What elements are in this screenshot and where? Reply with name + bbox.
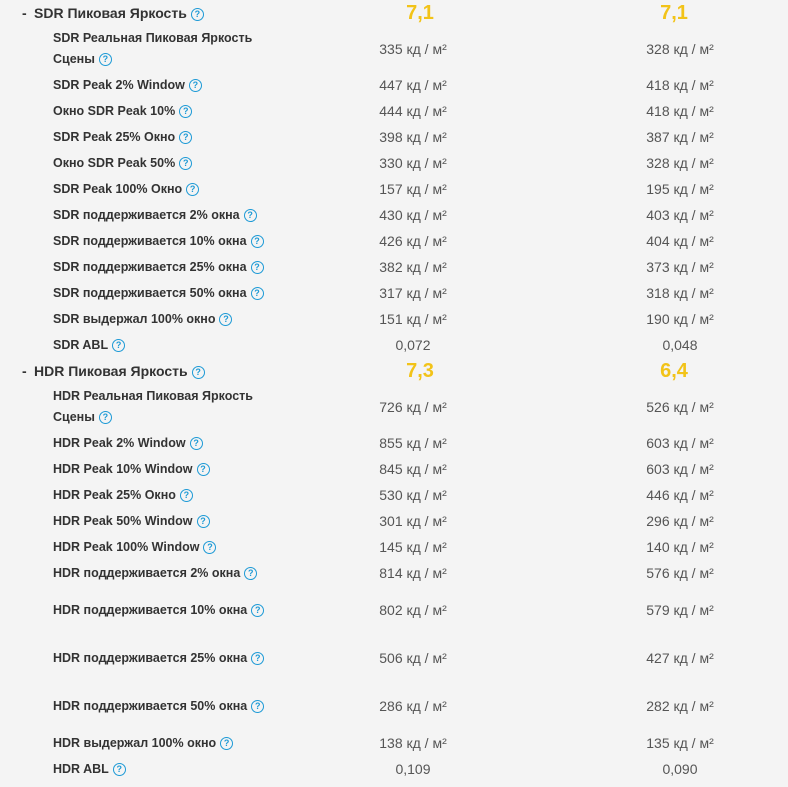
help-icon[interactable]: ? <box>186 183 199 196</box>
row-label: SDR Реальная Пиковая Яркость Сцены ? <box>53 31 253 66</box>
help-icon[interactable]: ? <box>179 105 192 118</box>
value-product-2: 0,048 <box>662 337 698 353</box>
row-label: HDR Реальная Пиковая Яркость Сцены ? <box>53 389 253 424</box>
row-label: SDR поддерживается 50% окна ? <box>53 283 283 304</box>
row-label: SDR Peak 2% Window ? <box>53 75 283 96</box>
table-row <box>0 124 788 150</box>
table-row <box>0 150 788 176</box>
value-product-2: 373 кд / м² <box>646 259 714 275</box>
table-row <box>0 456 788 482</box>
row-label: Окно SDR Peak 50% ? <box>53 153 283 174</box>
help-icon[interactable]: ? <box>251 604 264 617</box>
row-label: HDR Peak 25% Окно ? <box>53 485 283 506</box>
help-icon[interactable]: ? <box>191 8 204 21</box>
help-icon[interactable]: ? <box>197 463 210 476</box>
value-product-2: 403 кд / м² <box>646 207 714 223</box>
value-product-1: 814 кд / м² <box>379 565 447 581</box>
help-icon[interactable]: ? <box>99 411 112 424</box>
table-row <box>0 254 788 280</box>
table-row <box>0 586 788 634</box>
value-product-1: 0,072 <box>395 337 431 353</box>
table-row <box>0 430 788 456</box>
value-product-2: 603 кд / м² <box>646 461 714 477</box>
value-product-2: 282 кд / м² <box>646 698 714 714</box>
table-row <box>0 98 788 124</box>
table-row <box>0 72 788 98</box>
value-product-2: 296 кд / м² <box>646 513 714 529</box>
help-icon[interactable]: ? <box>251 652 264 665</box>
score-product-2: 6,4 <box>660 359 688 382</box>
row-label: SDR Peak 25% Окно ? <box>53 127 283 148</box>
value-product-1: 286 кд / м² <box>379 698 447 714</box>
value-product-1: 138 кд / м² <box>379 735 447 751</box>
section-title: - HDR Пиковая Яркость ? <box>22 361 282 382</box>
table-row <box>0 26 788 72</box>
row-label: HDR Peak 10% Window ? <box>53 459 283 480</box>
value-product-1: 335 кд / м² <box>379 41 447 57</box>
collapse-icon[interactable]: - <box>22 362 27 379</box>
table-row <box>0 560 788 586</box>
table-row <box>0 534 788 560</box>
value-product-1: 330 кд / м² <box>379 155 447 171</box>
help-icon[interactable]: ? <box>251 700 264 713</box>
help-icon[interactable]: ? <box>203 541 216 554</box>
row-label: HDR поддерживается 50% окна ? <box>53 696 283 717</box>
value-product-1: 726 кд / м² <box>379 399 447 415</box>
value-product-1: 430 кд / м² <box>379 207 447 223</box>
help-icon[interactable]: ? <box>192 366 205 379</box>
value-product-2: 418 кд / м² <box>646 103 714 119</box>
value-product-2: 418 кд / м² <box>646 77 714 93</box>
help-icon[interactable]: ? <box>197 515 210 528</box>
section-header[interactable] <box>0 0 788 26</box>
row-label: HDR выдержал 100% окно ? <box>53 733 283 754</box>
value-product-1: 0,109 <box>395 761 431 777</box>
table-row <box>0 280 788 306</box>
help-icon[interactable]: ? <box>180 489 193 502</box>
value-product-2: 195 кд / м² <box>646 181 714 197</box>
row-label: SDR выдержал 100% окно ? <box>53 309 283 330</box>
help-icon[interactable]: ? <box>113 763 126 776</box>
help-icon[interactable]: ? <box>244 209 257 222</box>
value-product-2: 526 кд / м² <box>646 399 714 415</box>
help-icon[interactable]: ? <box>244 567 257 580</box>
score-product-2: 7,1 <box>660 1 688 24</box>
row-label: Окно SDR Peak 10% ? <box>53 101 283 122</box>
value-product-2: 135 кд / м² <box>646 735 714 751</box>
row-label: HDR поддерживается 10% окна ? <box>53 600 283 621</box>
value-product-2: 0,090 <box>662 761 698 777</box>
value-product-2: 603 кд / м² <box>646 435 714 451</box>
section-title: - SDR Пиковая Яркость ? <box>22 3 282 24</box>
table-row <box>0 306 788 332</box>
section-header[interactable] <box>0 358 788 384</box>
table-row <box>0 682 788 730</box>
value-product-1: 855 кд / м² <box>379 435 447 451</box>
value-product-2: 328 кд / м² <box>646 41 714 57</box>
help-icon[interactable]: ? <box>251 235 264 248</box>
value-product-2: 404 кд / м² <box>646 233 714 249</box>
help-icon[interactable]: ? <box>179 157 192 170</box>
value-product-2: 579 кд / м² <box>646 602 714 618</box>
row-label: HDR поддерживается 25% окна ? <box>53 648 283 669</box>
value-product-1: 398 кд / м² <box>379 129 447 145</box>
value-product-1: 317 кд / м² <box>379 285 447 301</box>
table-row <box>0 730 788 756</box>
table-row <box>0 482 788 508</box>
row-label: HDR Peak 2% Window ? <box>53 433 283 454</box>
value-product-1: 802 кд / м² <box>379 602 447 618</box>
row-label: HDR Peak 50% Window ? <box>53 511 283 532</box>
table-row <box>0 202 788 228</box>
value-product-1: 151 кд / м² <box>379 311 447 327</box>
value-product-2: 576 кд / м² <box>646 565 714 581</box>
value-product-2: 328 кд / м² <box>646 155 714 171</box>
table-row <box>0 384 788 430</box>
row-label: HDR Peak 100% Window ? <box>53 537 283 558</box>
table-row <box>0 508 788 534</box>
value-product-1: 382 кд / м² <box>379 259 447 275</box>
help-icon[interactable]: ? <box>179 131 192 144</box>
help-icon[interactable]: ? <box>219 313 232 326</box>
help-icon[interactable]: ? <box>190 437 203 450</box>
value-product-1: 426 кд / м² <box>379 233 447 249</box>
row-label: HDR поддерживается 2% окна ? <box>53 563 283 584</box>
value-product-2: 318 кд / м² <box>646 285 714 301</box>
value-product-1: 157 кд / м² <box>379 181 447 197</box>
help-icon[interactable]: ? <box>251 261 264 274</box>
help-icon[interactable]: ? <box>220 737 233 750</box>
value-product-2: 140 кд / м² <box>646 539 714 555</box>
score-product-1: 7,3 <box>406 359 434 382</box>
value-product-2: 387 кд / м² <box>646 129 714 145</box>
value-product-1: 845 кд / м² <box>379 461 447 477</box>
value-product-1: 145 кд / м² <box>379 539 447 555</box>
value-product-1: 444 кд / м² <box>379 103 447 119</box>
value-product-1: 530 кд / м² <box>379 487 447 503</box>
value-product-2: 190 кд / м² <box>646 311 714 327</box>
value-product-2: 427 кд / м² <box>646 650 714 666</box>
value-product-2: 446 кд / м² <box>646 487 714 503</box>
help-icon[interactable]: ? <box>189 79 202 92</box>
help-icon[interactable]: ? <box>99 53 112 66</box>
table-row <box>0 228 788 254</box>
value-product-1: 506 кд / м² <box>379 650 447 666</box>
table-row <box>0 756 788 782</box>
row-label: SDR ABL ? <box>53 335 283 356</box>
row-label: SDR Peak 100% Окно ? <box>53 179 283 200</box>
help-icon[interactable]: ? <box>251 287 264 300</box>
score-product-1: 7,1 <box>406 1 434 24</box>
table-row <box>0 176 788 202</box>
row-label: HDR ABL ? <box>53 759 283 780</box>
table-row <box>0 634 788 682</box>
value-product-1: 447 кд / м² <box>379 77 447 93</box>
table-row <box>0 332 788 358</box>
help-icon[interactable]: ? <box>112 339 125 352</box>
row-label: SDR поддерживается 10% окна ? <box>53 231 283 252</box>
collapse-icon[interactable]: - <box>22 4 27 21</box>
row-label: SDR поддерживается 25% окна ? <box>53 257 283 278</box>
row-label: SDR поддерживается 2% окна ? <box>53 205 283 226</box>
value-product-1: 301 кд / м² <box>379 513 447 529</box>
